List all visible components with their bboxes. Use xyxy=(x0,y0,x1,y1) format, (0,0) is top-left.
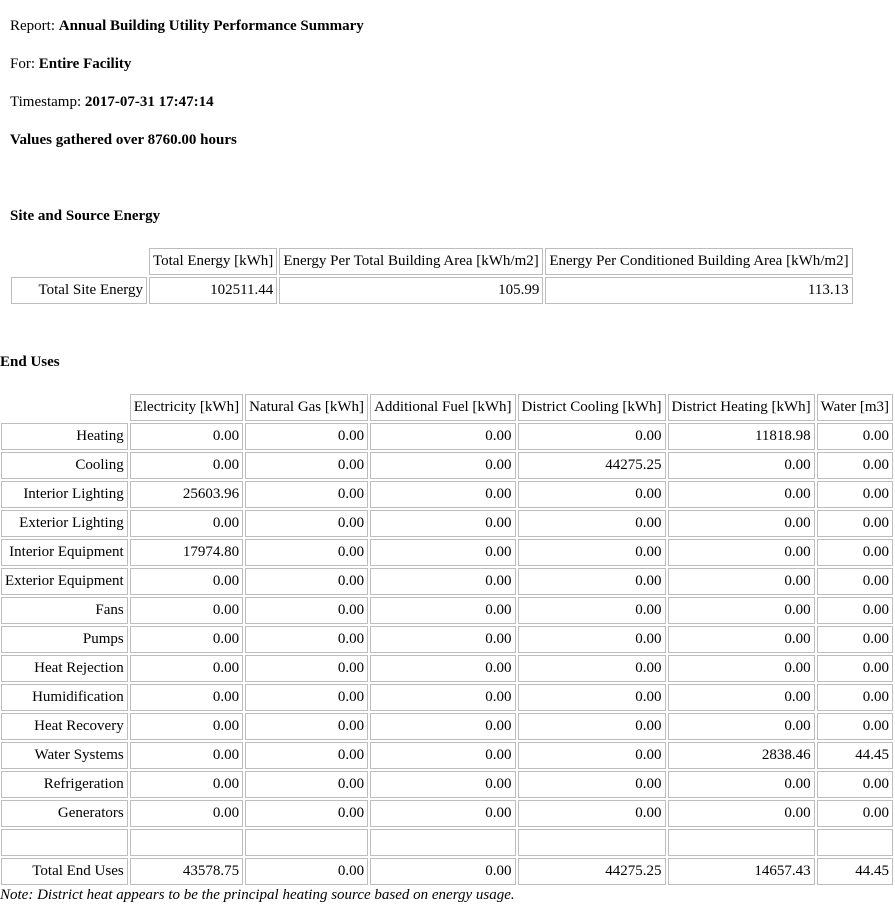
table-cell: 0.00 xyxy=(370,800,515,827)
col-additional-fuel: Additional Fuel [kWh] xyxy=(370,394,515,421)
total-cell: 43578.75 xyxy=(130,858,243,885)
row-label: Exterior Lighting xyxy=(1,510,128,537)
table-cell: 0.00 xyxy=(245,597,368,624)
report-title: Annual Building Utility Performance Summary xyxy=(58,18,364,34)
spacer-row xyxy=(1,829,893,856)
table-cell: 0.00 xyxy=(370,481,515,508)
table-cell: 0.00 xyxy=(518,742,666,769)
timestamp-label: Timestamp: xyxy=(10,94,82,110)
table-cell: 2838.46 xyxy=(668,742,815,769)
end-uses-title: End Uses xyxy=(0,354,60,370)
total-cell: 44275.25 xyxy=(518,858,666,885)
table-cell: 0.00 xyxy=(370,771,515,798)
table-cell: 25603.96 xyxy=(130,481,243,508)
table-cell: 0.00 xyxy=(130,597,243,624)
table-cell: 0.00 xyxy=(668,800,815,827)
table-cell: 0.00 xyxy=(130,626,243,653)
row-label: Humidification xyxy=(1,684,128,711)
total-cell: 0.00 xyxy=(370,858,515,885)
empty-cell xyxy=(668,829,815,856)
table-cell: 0.00 xyxy=(668,452,815,479)
table-cell: 0.00 xyxy=(370,539,515,566)
table-cell: 11818.98 xyxy=(668,423,815,450)
table-row xyxy=(1,626,893,653)
table-cell: 0.00 xyxy=(817,510,893,537)
table-cell: 0.00 xyxy=(370,626,515,653)
table-cell: 0.00 xyxy=(370,423,515,450)
table-cell: 0.00 xyxy=(817,423,893,450)
table-cell: 0.00 xyxy=(668,684,815,711)
for-value: Entire Facility xyxy=(38,56,132,72)
table-cell: 0.00 xyxy=(130,568,243,595)
table-row xyxy=(1,452,893,479)
row-label: Total Site Energy xyxy=(11,277,147,304)
values-gathered xyxy=(10,132,237,149)
table-cell: 0.00 xyxy=(817,800,893,827)
table-cell: 0.00 xyxy=(668,626,815,653)
table-cell: 0.00 xyxy=(518,597,666,624)
table-cell: 44275.25 xyxy=(518,452,666,479)
report-label: Report: xyxy=(10,18,55,34)
table-cell: 0.00 xyxy=(518,800,666,827)
row-label: Heat Rejection xyxy=(1,655,128,682)
table-cell: 0.00 xyxy=(370,568,515,595)
row-label: Interior Equipment xyxy=(1,539,128,566)
table-cell: 0.00 xyxy=(817,539,893,566)
empty-cell xyxy=(1,829,128,856)
table-cell: 113.13 xyxy=(545,277,852,304)
table-cell: 0.00 xyxy=(245,481,368,508)
table-row xyxy=(1,800,893,827)
table-cell: 0.00 xyxy=(518,568,666,595)
table-cell: 0.00 xyxy=(817,481,893,508)
table-cell: 0.00 xyxy=(130,713,243,740)
total-label: Total End Uses xyxy=(1,858,128,885)
row-label: Fans xyxy=(1,597,128,624)
row-label: Generators xyxy=(1,800,128,827)
table-cell: 0.00 xyxy=(518,684,666,711)
table-cell: 0.00 xyxy=(668,597,815,624)
table-cell: 17974.80 xyxy=(130,539,243,566)
table-cell: 0.00 xyxy=(245,452,368,479)
table-cell: 0.00 xyxy=(370,510,515,537)
row-label: Water Systems xyxy=(1,742,128,769)
report-line xyxy=(10,18,364,35)
table-cell: 0.00 xyxy=(817,597,893,624)
table-cell: 0.00 xyxy=(817,771,893,798)
table-cell: 0.00 xyxy=(245,655,368,682)
row-label: Interior Lighting xyxy=(1,481,128,508)
col-natural-gas: Natural Gas [kWh] xyxy=(245,394,368,421)
table-cell: 0.00 xyxy=(370,597,515,624)
table-cell: 0.00 xyxy=(130,423,243,450)
empty-cell xyxy=(817,829,893,856)
table-cell: 0.00 xyxy=(245,684,368,711)
row-label: Heating xyxy=(1,423,128,450)
table-cell: 0.00 xyxy=(130,742,243,769)
table-cell: 0.00 xyxy=(518,713,666,740)
table-cell: 0.00 xyxy=(668,568,815,595)
table-cell: 0.00 xyxy=(245,423,368,450)
table-row xyxy=(1,597,893,624)
site-col-total-energy: Total Energy [kWh] xyxy=(149,248,277,275)
total-cell: 44.45 xyxy=(817,858,893,885)
table-cell: 0.00 xyxy=(130,771,243,798)
end-uses-header-corner xyxy=(1,394,128,421)
end-uses-header-row xyxy=(1,394,893,421)
empty-cell xyxy=(130,829,243,856)
end-uses-table xyxy=(0,392,895,887)
values-gathered-text: Values gathered over 8760.00 hours xyxy=(10,132,237,148)
table-cell: 0.00 xyxy=(518,626,666,653)
empty-cell xyxy=(370,829,515,856)
row-label: Pumps xyxy=(1,626,128,653)
table-cell: 0.00 xyxy=(245,626,368,653)
table-cell: 0.00 xyxy=(668,655,815,682)
table-cell: 0.00 xyxy=(370,713,515,740)
table-row xyxy=(1,684,893,711)
timestamp-line xyxy=(10,94,214,111)
table-cell: 0.00 xyxy=(668,539,815,566)
table-cell: 0.00 xyxy=(518,423,666,450)
table-row xyxy=(1,655,893,682)
table-cell: 0.00 xyxy=(245,800,368,827)
table-cell: 0.00 xyxy=(130,800,243,827)
row-label: Exterior Equipment xyxy=(1,568,128,595)
table-cell: 0.00 xyxy=(518,771,666,798)
total-cell: 0.00 xyxy=(245,858,368,885)
table-row xyxy=(1,481,893,508)
table-cell: 0.00 xyxy=(518,539,666,566)
table-cell: 0.00 xyxy=(817,568,893,595)
empty-cell xyxy=(245,829,368,856)
site-header-row xyxy=(11,248,853,275)
site-col-per-total-area: Energy Per Total Building Area [kWh/m2] xyxy=(279,248,543,275)
table-cell: 0.00 xyxy=(245,771,368,798)
for-line xyxy=(10,56,131,73)
table-cell: 0.00 xyxy=(245,510,368,537)
table-row xyxy=(1,771,893,798)
timestamp-value: 2017-07-31 17:47:14 xyxy=(84,94,214,110)
site-source-title: Site and Source Energy xyxy=(10,208,161,224)
table-cell: 0.00 xyxy=(817,655,893,682)
table-cell: 0.00 xyxy=(817,626,893,653)
table-cell: 0.00 xyxy=(245,713,368,740)
table-cell: 0.00 xyxy=(668,771,815,798)
table-cell: 0.00 xyxy=(668,713,815,740)
table-row xyxy=(1,539,893,566)
empty-cell xyxy=(518,829,666,856)
col-water: Water [m3] xyxy=(817,394,893,421)
table-row xyxy=(1,568,893,595)
table-cell: 0.00 xyxy=(370,742,515,769)
table-cell: 102511.44 xyxy=(149,277,277,304)
table-row xyxy=(1,742,893,769)
total-cell: 14657.43 xyxy=(668,858,815,885)
table-cell: 0.00 xyxy=(245,539,368,566)
table-cell: 0.00 xyxy=(518,481,666,508)
table-row xyxy=(11,277,853,304)
site-source-table xyxy=(9,246,855,306)
table-cell: 0.00 xyxy=(130,452,243,479)
table-cell: 0.00 xyxy=(370,684,515,711)
col-electricity: Electricity [kWh] xyxy=(130,394,243,421)
table-cell: 0.00 xyxy=(130,510,243,537)
table-cell: 0.00 xyxy=(518,655,666,682)
table-row xyxy=(1,713,893,740)
row-label: Cooling xyxy=(1,452,128,479)
table-cell: 0.00 xyxy=(518,510,666,537)
col-district-heating: District Heating [kWh] xyxy=(668,394,815,421)
site-col-per-conditioned-area: Energy Per Conditioned Building Area [kWh/m2] xyxy=(545,248,852,275)
total-row xyxy=(1,858,893,885)
table-cell: 0.00 xyxy=(245,742,368,769)
table-cell: 0.00 xyxy=(130,684,243,711)
table-cell: 0.00 xyxy=(817,684,893,711)
table-cell: 105.99 xyxy=(279,277,543,304)
table-cell: 0.00 xyxy=(370,452,515,479)
end-uses-body xyxy=(1,423,893,827)
table-cell: 0.00 xyxy=(130,655,243,682)
table-cell: 0.00 xyxy=(817,713,893,740)
table-row xyxy=(1,510,893,537)
note-text: Note: District heat appears to be the principal heating source based on energy usage. xyxy=(0,887,515,903)
for-label: For: xyxy=(10,56,36,72)
table-cell: 0.00 xyxy=(245,568,368,595)
row-label: Refrigeration xyxy=(1,771,128,798)
row-label: Heat Recovery xyxy=(1,713,128,740)
table-row xyxy=(1,423,893,450)
col-district-cooling: District Cooling [kWh] xyxy=(518,394,666,421)
table-cell: 0.00 xyxy=(370,655,515,682)
table-cell: 0.00 xyxy=(668,510,815,537)
table-cell: 0.00 xyxy=(668,481,815,508)
site-header-corner xyxy=(11,248,147,275)
table-cell: 44.45 xyxy=(817,742,893,769)
table-cell: 0.00 xyxy=(817,452,893,479)
